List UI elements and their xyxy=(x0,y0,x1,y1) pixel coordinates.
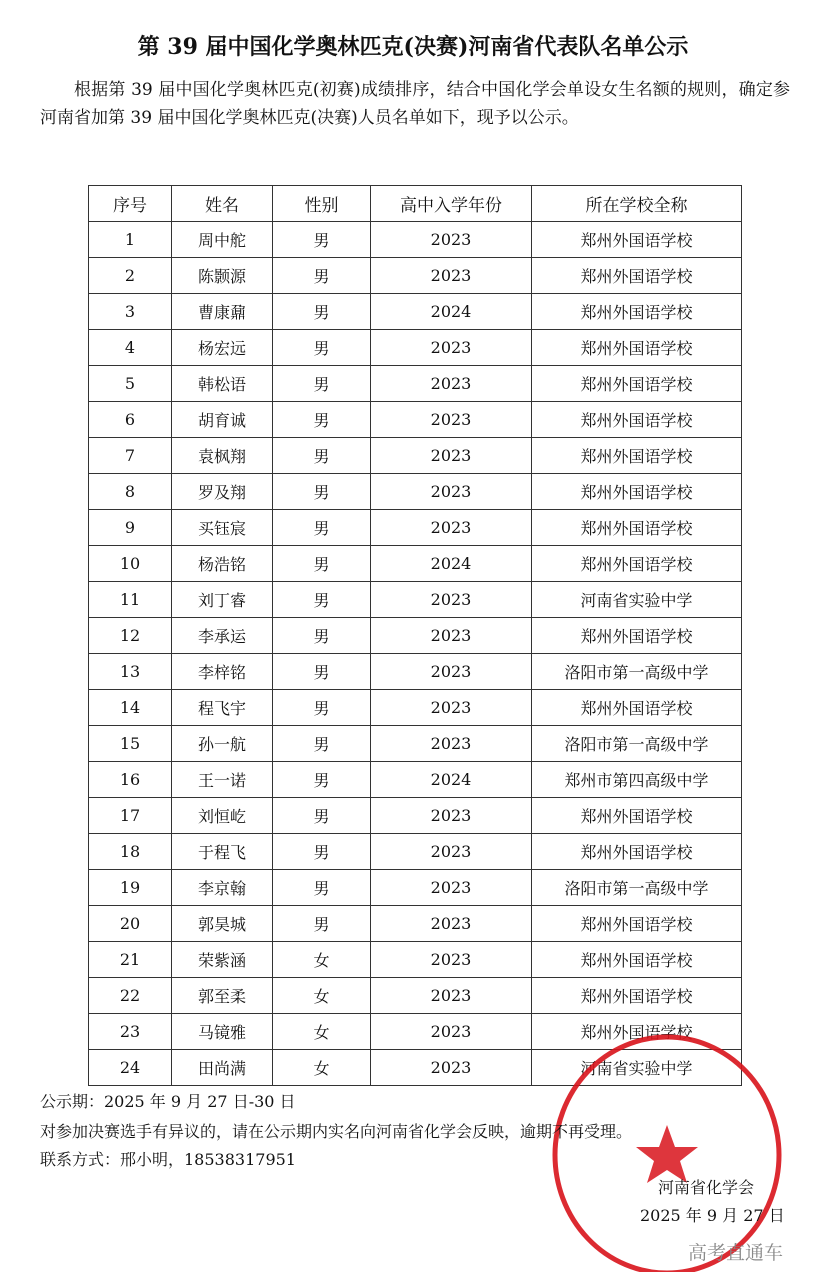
student-name: 刘恒屹 xyxy=(172,798,273,834)
enrollment-year: 2023 xyxy=(371,402,532,438)
table-row xyxy=(89,222,742,258)
enrollment-year: 2023 xyxy=(371,942,532,978)
table-row xyxy=(89,654,742,690)
school-name: 郑州外国语学校 xyxy=(532,438,742,474)
table-row xyxy=(89,510,742,546)
enrollment-year: 2023 xyxy=(371,834,532,870)
school-name: 河南省实验中学 xyxy=(532,582,742,618)
gender: 男 xyxy=(273,330,371,366)
enrollment-year: 2023 xyxy=(371,366,532,402)
student-name: 杨宏远 xyxy=(172,330,273,366)
table-row xyxy=(89,942,742,978)
header-cell: 性别 xyxy=(273,186,371,222)
seal-star xyxy=(636,1125,698,1183)
school-name: 郑州外国语学校 xyxy=(532,474,742,510)
table-row xyxy=(89,978,742,1014)
school-name: 洛阳市第一高级中学 xyxy=(532,726,742,762)
school-name: 河南省实验中学 xyxy=(532,1050,742,1086)
school-name: 郑州外国语学校 xyxy=(532,258,742,294)
school-name: 郑州外国语学校 xyxy=(532,618,742,654)
school-name: 郑州外国语学校 xyxy=(532,798,742,834)
table-row xyxy=(89,618,742,654)
student-name: 杨浩铭 xyxy=(172,546,273,582)
school-name: 洛阳市第一高级中学 xyxy=(532,870,742,906)
table-row xyxy=(89,330,742,366)
gender: 男 xyxy=(273,402,371,438)
student-name: 郭昊城 xyxy=(172,906,273,942)
row-number: 14 xyxy=(89,690,172,726)
school-name: 郑州外国语学校 xyxy=(532,510,742,546)
row-number: 2 xyxy=(89,258,172,294)
watermark: 高考直通车 xyxy=(688,1242,784,1264)
student-name: 李京翰 xyxy=(172,870,273,906)
contact-info: 联系方式：邢小明，18538317951 xyxy=(40,1150,296,1169)
gender: 男 xyxy=(273,726,371,762)
enrollment-year: 2023 xyxy=(371,582,532,618)
student-name: 荣紫涵 xyxy=(172,942,273,978)
row-number: 6 xyxy=(89,402,172,438)
enrollment-year: 2023 xyxy=(371,258,532,294)
student-name: 田尚满 xyxy=(172,1050,273,1086)
enrollment-year: 2023 xyxy=(371,474,532,510)
header-cell: 姓名 xyxy=(172,186,273,222)
gender: 女 xyxy=(273,942,371,978)
row-number: 13 xyxy=(89,654,172,690)
enrollment-year: 2023 xyxy=(371,1050,532,1086)
table-row xyxy=(89,834,742,870)
row-number: 21 xyxy=(89,942,172,978)
row-number: 24 xyxy=(89,1050,172,1086)
gender: 男 xyxy=(273,582,371,618)
student-name: 胡育诚 xyxy=(172,402,273,438)
school-name: 郑州外国语学校 xyxy=(532,1014,742,1050)
row-number: 19 xyxy=(89,870,172,906)
gender: 男 xyxy=(273,870,371,906)
gender: 男 xyxy=(273,654,371,690)
official-seal xyxy=(540,1030,790,1272)
table-row xyxy=(89,870,742,906)
row-number: 3 xyxy=(89,294,172,330)
student-name: 郭至柔 xyxy=(172,978,273,1014)
enrollment-year: 2023 xyxy=(371,798,532,834)
gender: 男 xyxy=(273,474,371,510)
student-name: 陈颢源 xyxy=(172,258,273,294)
roster-table xyxy=(88,185,742,1086)
table-row xyxy=(89,762,742,798)
enrollment-year: 2024 xyxy=(371,294,532,330)
gender: 男 xyxy=(273,366,371,402)
enrollment-year: 2023 xyxy=(371,222,532,258)
school-name: 郑州外国语学校 xyxy=(532,906,742,942)
row-number: 1 xyxy=(89,222,172,258)
page-title: 第 39 届中国化学奥林匹克(决赛)河南省代表队名单公示 xyxy=(137,34,689,60)
gender: 男 xyxy=(273,510,371,546)
row-number: 18 xyxy=(89,834,172,870)
school-name: 郑州外国语学校 xyxy=(532,366,742,402)
student-name: 刘丁睿 xyxy=(172,582,273,618)
row-number: 8 xyxy=(89,474,172,510)
table-header-row xyxy=(89,186,742,222)
gender: 男 xyxy=(273,546,371,582)
school-name: 郑州外国语学校 xyxy=(532,294,742,330)
student-name: 王一诺 xyxy=(172,762,273,798)
school-name: 郑州外国语学校 xyxy=(532,402,742,438)
school-name: 郑州外国语学校 xyxy=(532,330,742,366)
header-cell: 序号 xyxy=(89,186,172,222)
student-name: 马镜雅 xyxy=(172,1014,273,1050)
student-name: 袁枫翔 xyxy=(172,438,273,474)
enrollment-year: 2024 xyxy=(371,762,532,798)
table-row xyxy=(89,438,742,474)
enrollment-year: 2023 xyxy=(371,978,532,1014)
table-row xyxy=(89,366,742,402)
school-name: 郑州外国语学校 xyxy=(532,978,742,1014)
row-number: 4 xyxy=(89,330,172,366)
row-number: 10 xyxy=(89,546,172,582)
school-name: 郑州外国语学校 xyxy=(532,834,742,870)
row-number: 5 xyxy=(89,366,172,402)
row-number: 22 xyxy=(89,978,172,1014)
gender: 男 xyxy=(273,618,371,654)
enrollment-year: 2023 xyxy=(371,906,532,942)
publicity-period: 公示期：2025 年 9 月 27 日-30 日 xyxy=(40,1092,296,1111)
signing-date: 2025 年 9 月 27 日 xyxy=(640,1206,785,1225)
student-name: 程飞宇 xyxy=(172,690,273,726)
objection-note: 对参加决赛选手有异议的，请在公示期内实名向河南省化学会反映，逾期不再受理。 xyxy=(40,1122,633,1141)
table-row xyxy=(89,402,742,438)
table-row xyxy=(89,546,742,582)
school-name: 洛阳市第一高级中学 xyxy=(532,654,742,690)
enrollment-year: 2023 xyxy=(371,1014,532,1050)
enrollment-year: 2023 xyxy=(371,690,532,726)
table-row xyxy=(89,582,742,618)
table-row xyxy=(89,906,742,942)
gender: 男 xyxy=(273,798,371,834)
header-cell: 高中入学年份 xyxy=(371,186,532,222)
school-name: 郑州外国语学校 xyxy=(532,546,742,582)
enrollment-year: 2023 xyxy=(371,618,532,654)
student-name: 李承运 xyxy=(172,618,273,654)
row-number: 16 xyxy=(89,762,172,798)
student-name: 孙一航 xyxy=(172,726,273,762)
enrollment-year: 2023 xyxy=(371,726,532,762)
enrollment-year: 2023 xyxy=(371,870,532,906)
student-name: 李梓铭 xyxy=(172,654,273,690)
signing-organization: 河南省化学会 xyxy=(658,1178,755,1197)
gender: 男 xyxy=(273,438,371,474)
row-number: 11 xyxy=(89,582,172,618)
school-name: 郑州外国语学校 xyxy=(532,690,742,726)
gender: 男 xyxy=(273,906,371,942)
enrollment-year: 2023 xyxy=(371,654,532,690)
row-number: 20 xyxy=(89,906,172,942)
intro-paragraph: 根据第 39 届中国化学奥林匹克(初赛)成绩排序，结合中国化学会单设女生名额的规则，确定参河南省加第 39 届中国化学奥林匹克(决赛)人员名单如下，现予以公示。 xyxy=(40,80,790,128)
student-name: 罗及翔 xyxy=(172,474,273,510)
enrollment-year: 2024 xyxy=(371,546,532,582)
gender: 女 xyxy=(273,1014,371,1050)
enrollment-year: 2023 xyxy=(371,330,532,366)
student-name: 曹康鼐 xyxy=(172,294,273,330)
student-name: 买钰宸 xyxy=(172,510,273,546)
student-name: 于程飞 xyxy=(172,834,273,870)
school-name: 郑州市第四高级中学 xyxy=(532,762,742,798)
table-row xyxy=(89,474,742,510)
row-number: 17 xyxy=(89,798,172,834)
header-cell: 所在学校全称 xyxy=(532,186,742,222)
row-number: 12 xyxy=(89,618,172,654)
gender: 女 xyxy=(273,978,371,1014)
gender: 男 xyxy=(273,690,371,726)
gender: 男 xyxy=(273,294,371,330)
table-row xyxy=(89,294,742,330)
row-number: 15 xyxy=(89,726,172,762)
enrollment-year: 2023 xyxy=(371,438,532,474)
student-name: 韩松语 xyxy=(172,366,273,402)
gender: 男 xyxy=(273,762,371,798)
row-number: 9 xyxy=(89,510,172,546)
gender: 男 xyxy=(273,834,371,870)
gender: 女 xyxy=(273,1050,371,1086)
table-row xyxy=(89,726,742,762)
row-number: 7 xyxy=(89,438,172,474)
table-row xyxy=(89,798,742,834)
row-number: 23 xyxy=(89,1014,172,1050)
gender: 男 xyxy=(273,258,371,294)
table-row xyxy=(89,690,742,726)
table-row xyxy=(89,258,742,294)
school-name: 郑州外国语学校 xyxy=(532,222,742,258)
enrollment-year: 2023 xyxy=(371,510,532,546)
school-name: 郑州外国语学校 xyxy=(532,942,742,978)
gender: 男 xyxy=(273,222,371,258)
student-name: 周中舵 xyxy=(172,222,273,258)
